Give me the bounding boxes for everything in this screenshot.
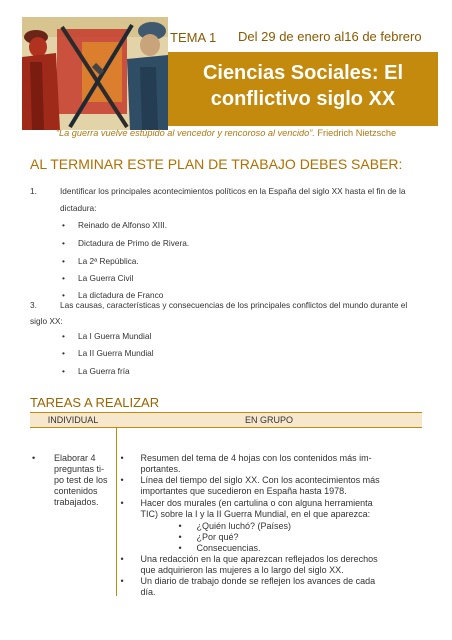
objetivo-text: dictadura: (60, 203, 97, 213)
bullet-icon: • (62, 290, 65, 300)
quote-text: “La guerra vuelve estúpido al vencedor y rencoroso al vencido”. (55, 128, 315, 138)
list-item: La 2ª República. (78, 256, 139, 266)
list-item: Reinado de Alfonso XIII. (78, 220, 168, 230)
war-poster-image (22, 17, 168, 130)
item-number: 1. (30, 186, 37, 196)
grupo-cell (116, 428, 422, 597)
bullet-icon: • (120, 576, 124, 586)
list-item: ¿Por qué? (196, 532, 239, 542)
list-item: Consecuencias. (196, 543, 261, 553)
bullet-icon: • (62, 238, 65, 248)
objetivo-text: Las causas, características y consecuencias de los principales conflictos del mundo durante el (60, 300, 408, 310)
table-row (30, 428, 422, 597)
list-item: Hacer dos murales (en cartulina o con alguna herramienta (140, 498, 373, 508)
item-number: 3. (30, 300, 37, 310)
tareas-table (30, 413, 422, 596)
title-line-1: Ciencias Sociales: El (202, 62, 404, 84)
date-range: Del 29 de enero al16 de febrero (238, 29, 422, 44)
list-item: La Guerra Civil (78, 273, 134, 283)
bullet-icon: • (32, 453, 36, 463)
quote (0, 128, 452, 138)
bullet-icon: • (62, 256, 65, 266)
column-header-individual: INDIVIDUAL (30, 413, 116, 428)
list-item: Dictadura de Primo de Rivera. (78, 238, 190, 248)
list-item: La dictadura de Franco (78, 290, 164, 300)
individual-cell (30, 428, 116, 597)
objetivos-heading: AL TERMINAR ESTE PLAN DE TRABAJO DEBES SABER: (30, 156, 403, 172)
page-title (168, 60, 438, 112)
list-item: Una redacción en la que aparezcan reflejados los derechos (140, 554, 378, 564)
bullet-icon: • (62, 273, 65, 283)
bullet-icon: • (178, 543, 182, 553)
list-item: importantes que sucedieron en España hasta 1978. (140, 486, 347, 496)
column-header-grupo: EN GRUPO (116, 413, 422, 428)
list-item: portantes. (140, 464, 181, 474)
bullet-icon: • (62, 366, 65, 376)
bullet-icon: • (178, 521, 182, 531)
list-item: preguntas ti- (54, 464, 105, 474)
list-item: Un diario de trabajo donde se reflejen los avances de cada (140, 576, 376, 586)
list-item: Resumen del tema de 4 hojas con los contenidos más im- (140, 453, 372, 463)
list-item: La Guerra fría (78, 366, 130, 376)
quote-author: Friedrich Nietzsche (314, 128, 397, 138)
list-item: po test de los (54, 475, 108, 485)
bullet-icon: • (62, 220, 65, 230)
list-item: día. (140, 587, 156, 597)
bullet-icon: • (120, 475, 124, 485)
list-item: Elaborar 4 (54, 453, 96, 463)
table-header-row (30, 413, 422, 428)
list-item: La I Guerra Mundial (78, 331, 152, 341)
tema-label: TEMA 1 (170, 30, 217, 45)
list-item: contenidos (54, 486, 98, 496)
bullet-icon: • (62, 348, 65, 358)
bullet-icon: • (120, 554, 124, 564)
list-item: Línea del tiempo del siglo XX. Con los acontecimientos más (140, 475, 380, 485)
objetivo-text: siglo XX: (30, 316, 63, 326)
tareas-heading: TAREAS A REALIZAR (30, 395, 160, 410)
bullet-icon: • (120, 498, 124, 508)
bullet-icon: • (62, 331, 65, 341)
bullet-icon: • (178, 532, 182, 542)
list-item: ¿Quién luchó? (Países) (196, 521, 292, 531)
list-item: que adquirieron las mujeres a lo largo del siglo XX. (140, 565, 344, 575)
bullet-icon: • (120, 453, 124, 463)
list-item: trabajados. (54, 497, 99, 507)
list-item: TIC) sobre la I y la II Guerra Mundial, en el que aparezca: (140, 509, 371, 519)
objetivo-text: Identificar los principales acontecimientos políticos en la España del siglo XX hasta el fin de la (60, 186, 406, 196)
list-item: La II Guerra Mundial (78, 348, 154, 358)
title-line-2: conflictivo siglo XX (210, 88, 396, 110)
